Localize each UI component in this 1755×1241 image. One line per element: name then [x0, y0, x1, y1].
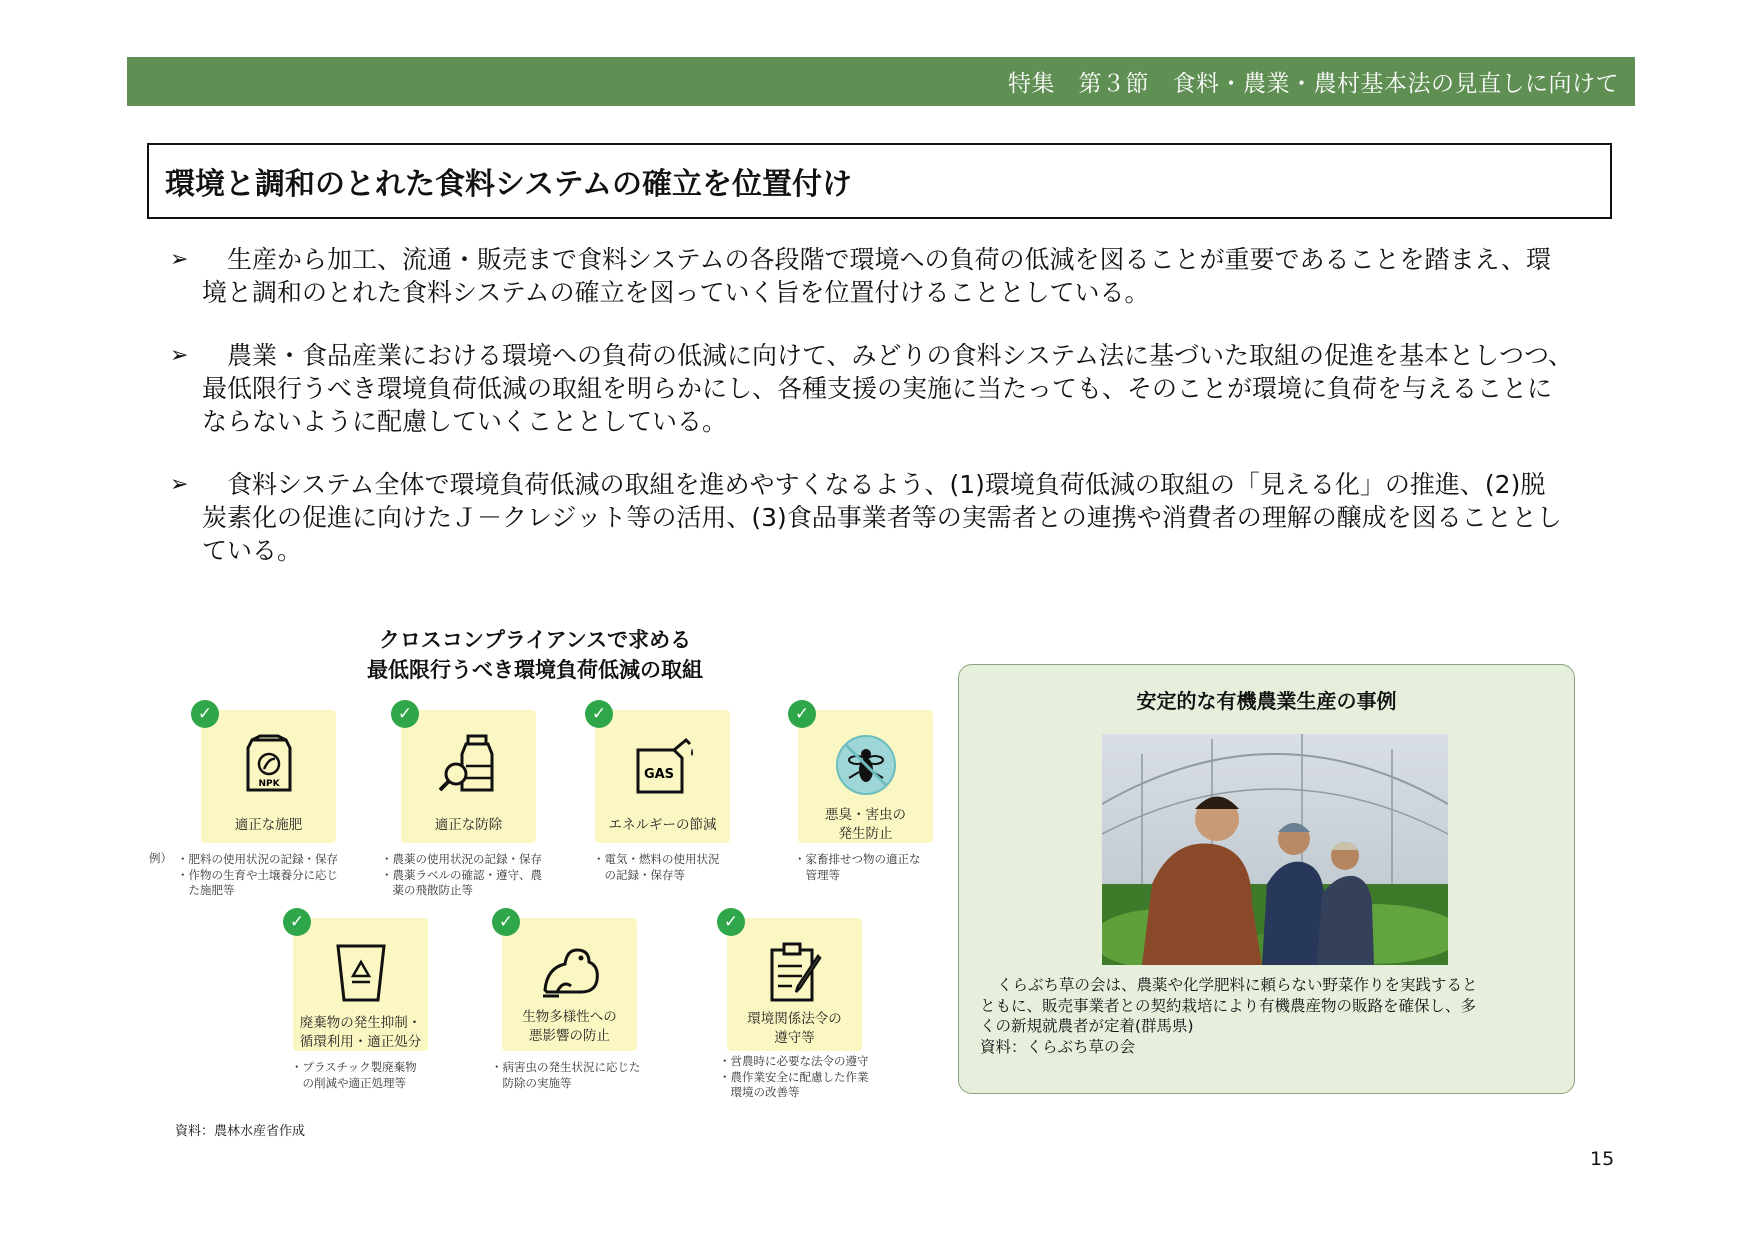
arrow-bullet-icon: ➢ [170, 247, 189, 272]
arrow-bullet-icon: ➢ [170, 472, 189, 497]
item-label: 適正な防除 [434, 817, 503, 833]
pesticide-bottle-icon [436, 732, 502, 798]
page-title-box [147, 143, 1612, 219]
greenhouse-farmers-photo [1102, 734, 1448, 965]
fertilizer-bag-icon [236, 732, 302, 798]
item-description: ・プラスチック製廃棄物 の削減や適正処理等 [291, 1060, 417, 1090]
check-icon: ✓ [391, 700, 419, 728]
cross-compliance-title-line: 最低限行うべき環境負荷低減の取組 [367, 658, 703, 682]
item-label: 悪臭・害虫の 発生防止 [825, 807, 906, 842]
bullet-item [170, 243, 1600, 309]
check-icon: ✓ [585, 700, 613, 728]
item-description: ・家畜排せつ物の適正な 管理等 [794, 852, 921, 882]
bullet-line: 生産から加工、流通・販売まで食料システムの各段階で環境への負荷の低減を図ることが重要であることを踏まえ、環 [227, 245, 1552, 274]
page-title: 環境と調和のとれた食料システムの確立を位置付け [165, 167, 852, 202]
section-header-band [127, 57, 1635, 106]
item-description: ・肥料の使用状況の記録・保存 ・作物の生育や土壌養分に応じ た施肥等 [177, 852, 338, 897]
figure-source: 資料：農林水産省作成 [175, 1124, 306, 1139]
check-icon: ✓ [283, 908, 311, 936]
cross-compliance-title [300, 625, 770, 685]
no-insect-icon [833, 732, 899, 798]
example-prefix: 例） [149, 851, 172, 865]
item-description: ・病害虫の発生状況に応じた 防除の実施等 [491, 1060, 641, 1090]
bullet-line: 炭素化の促進に向けたＪ－クレジット等の活用、(3)食品事業者等の実需者との連携や消費者の理解の醸成を図ることとし [202, 503, 1562, 532]
check-icon: ✓ [788, 700, 816, 728]
item-description: ・農薬の使用状況の記録・保存 ・農薬ラベルの確認・遵守、農 薬の飛散防止等 [381, 852, 542, 897]
recycle-bin-icon [328, 940, 394, 1006]
gas-can-icon [630, 732, 696, 798]
clipboard-icon [762, 940, 828, 1006]
item-label: 適正な施肥 [234, 817, 303, 833]
check-icon: ✓ [492, 908, 520, 936]
case-study-title: 安定的な有機農業生産の事例 [1136, 689, 1397, 713]
item-label: エネルギーの節減 [608, 817, 717, 833]
arrow-bullet-icon: ➢ [170, 343, 189, 368]
item-description: ・営農時に必要な法令の遵守 ・農作業安全に配慮した作業 環境の改善等 [719, 1054, 869, 1099]
frog-icon [537, 940, 603, 1006]
item-label: 廃棄物の発生抑制・ 循環利用・適正処分 [299, 1015, 422, 1050]
check-icon: ✓ [191, 700, 219, 728]
bullet-item [170, 339, 1600, 438]
item-label: 環境関係法令の 遵守等 [747, 1011, 842, 1046]
bullet-list [170, 243, 1600, 597]
case-study-source: 資料：くらぶち草の会 [980, 1037, 1136, 1056]
bullet-line: ならないように配慮していくこととしている。 [202, 407, 728, 436]
bullet-line: 農業・食品産業における環境への負荷の低減に向けて、みどりの食料システム法に基づいた取組の促進を基本としつつ、 [227, 341, 1574, 370]
case-study-caption: くらぶち草の会は、農薬や化学肥料に頼らない野菜作りを実践すると ともに、販売事業者との契約栽培により有機農産物の販路を確保し、多 くの新規就農者が定着(群馬県) 資料：くらぶち草の会 [980, 975, 1525, 1057]
bullet-line: 食料システム全体で環境負荷低減の取組を進めやすくなるよう、(1)環境負荷低減の取組の「見える化」の推進、(2)脱 [227, 470, 1546, 499]
bullet-item [170, 468, 1600, 567]
svg-text:GAS: GAS [643, 767, 675, 782]
page-number: 15 [1590, 1148, 1615, 1170]
item-label: 生物多様性への 悪影響の防止 [522, 1009, 617, 1044]
bullet-line: 境と調和のとれた食料システムの確立を図っていく旨を位置付けることとしている。 [202, 278, 1150, 307]
section-header-text: 特集 第３節 食料・農業・農村基本法の見直しに向けて [1008, 71, 1619, 97]
bullet-line: ている。 [202, 536, 303, 565]
cross-compliance-title-line: クロスコンプライアンスで求める [378, 628, 692, 652]
svg-text:NPK: NPK [258, 779, 280, 789]
check-icon: ✓ [717, 908, 745, 936]
item-description: ・電気・燃料の使用状況 の記録・保存等 [593, 852, 720, 882]
bullet-line: 最低限行うべき環境負荷低減の取組を明らかにし、各種支援の実施に当たっても、そのことが環境に負荷を与えることに [202, 374, 1553, 403]
